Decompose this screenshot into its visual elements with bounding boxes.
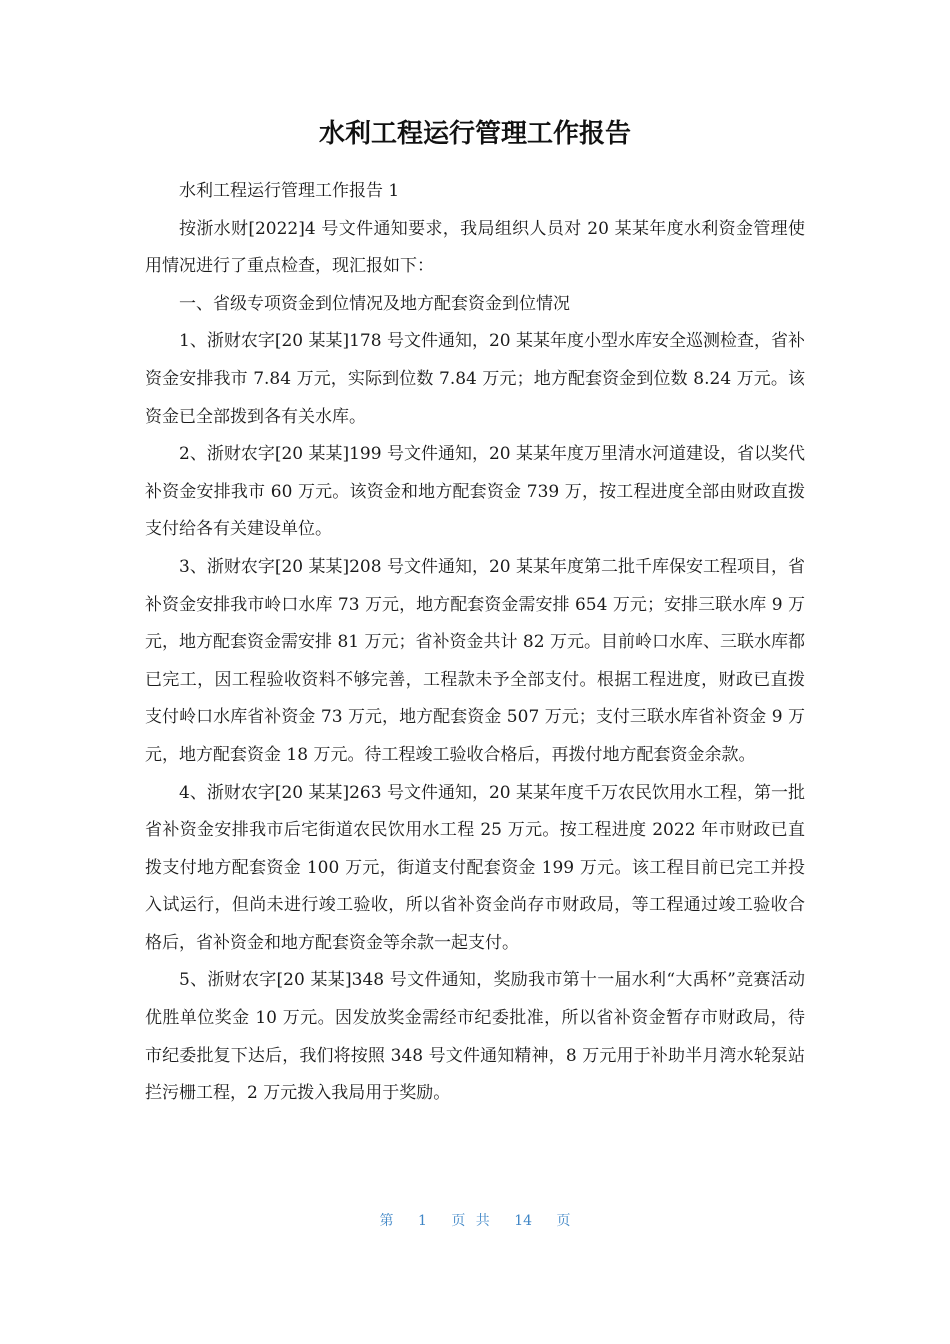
paragraph: 按浙水财[2022]4 号文件通知要求，我局组织人员对 20 某某年度水利资金管理使用情况进行了重点检查，现汇报如下： [145,218,805,277]
footer-current-page: 1 [417,1213,427,1229]
paragraph: 1、浙财农字[20 某某]178 号文件通知，20 某某年度小型水库安全巡测检查，省补资金安排我市 7.84 万元，实际到位数 7.84 万元；地方配套资金到位数 8.24 万元。该资金已全部拨到各有关水库。 [145,331,806,427]
paragraph: 3、浙财农字[20 某某]208 号文件通知，20 某某年度第二批千库保安工程项目，省补资金安排我市岭口水库 73 万元，地方配套资金需安排 654 万元；安排三联水库 9 万元，地方配套资金需安排 81 万元；省补资金共计 82 万元。目前岭口水库、三联水库都已完工，因工程验收资料不够完善，工程款未予全部支付。根据工程进度，财政已直拨支付岭口水库省补资金 73 万元，地方配套资金 507 万元；支付三联水库省补资金 9 万元，地方配套资金 18 万元。待工程竣工验收合格后，再拨付地方配套资金余款。 [145,556,806,765]
document-title: 水利工程运行管理工作报告 [318,119,631,149]
footer-prefix: 第 [379,1213,394,1229]
document-body [145,173,805,1113]
paragraph: 5、浙财农字[20 某某]348 号文件通知，奖励我市第十一届水利“大禹杯”竞赛活动优胜单位奖金 10 万元。因发放奖金需经市纪委批准，所以省补资金暂存市财政局，待市纪委批复下达后，我们将按照 348 号文件通知精神，8 万元用于补助半月湾水轮泵站拦污栅工程，2 万元拨入我局用于奖励。 [145,970,805,1104]
footer-middle: 页 共 [451,1213,490,1229]
footer-total-pages: 14 [514,1213,533,1229]
paragraph: 4、浙财农字[20 某某]263 号文件通知，20 某某年度千万农民饮用水工程，第一批省补资金安排我市后宅街道农民饮用水工程 25 万元。按工程进度 2022 年市财政已直拨支付地方配套资金 100 万元，街道支付配套资金 199 万元。该工程目前已完工并投入试运行，但尚未进行竣工验收，所以省补资金尚存市财政局，等工程通过竣工验收合格后，省补资金和地方配套资金等余款一起支付。 [145,782,806,953]
paragraph: 水利工程运行管理工作报告 1 [179,181,400,201]
page-footer [0,1209,950,1233]
paragraph: 2、浙财农字[20 某某]199 号文件通知，20 某某年度万里清水河道建设，省以奖代补资金安排我市 60 万元。该资金和地方配套资金 739 万，按工程进度全部由财政直拨支付给各有关建设单位。 [145,444,806,540]
paragraph: 一、省级专项资金到位情况及地方配套资金到位情况 [179,293,570,314]
footer-suffix: 页 [556,1213,571,1229]
